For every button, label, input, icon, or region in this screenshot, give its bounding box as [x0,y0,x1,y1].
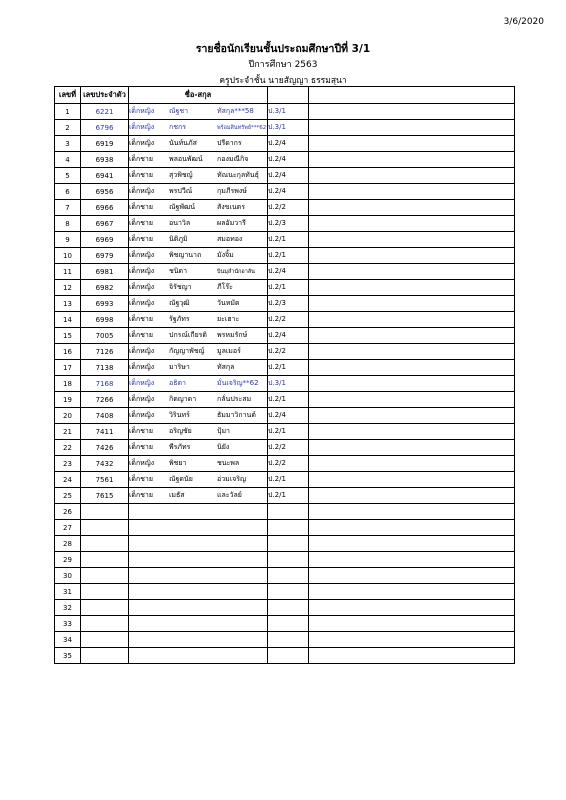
table-row [55,280,515,296]
notes-cell [309,184,515,200]
student-id: 7432 [81,456,129,472]
row-number: 20 [55,408,81,424]
last-name: นิยัง [217,443,230,451]
notes-cell [309,536,515,552]
student-name [129,472,268,488]
student-id: 6941 [81,168,129,184]
previous-class: ป.2/1 [268,248,309,264]
header-class [268,87,309,104]
notes-cell [309,152,515,168]
student-id: 7266 [81,392,129,408]
student-id: 6993 [81,296,129,312]
table-row [55,376,515,392]
row-number: 17 [55,360,81,376]
academic-year: ปีการศึกษา 2563 [248,60,318,70]
student-id: 7426 [81,440,129,456]
row-number: 26 [55,504,81,520]
table-row [55,392,515,408]
student-name [129,408,268,424]
previous-class: ป.2/1 [268,232,309,248]
table-row [55,136,515,152]
student-id [81,584,129,600]
student-id: 6969 [81,232,129,248]
name-prefix: เด็กหญิง [129,411,155,419]
student-name [129,600,268,616]
last-name: ธัมมาวิกานต์ [217,411,256,419]
row-number: 35 [55,648,81,664]
student-id: 7168 [81,376,129,392]
row-number: 24 [55,472,81,488]
previous-class: ป.3/1 [268,120,309,136]
name-prefix: เด็กหญิง [129,347,155,355]
student-name [129,520,268,536]
first-name: พีรภัทร [169,443,191,451]
student-name [129,248,268,264]
row-number: 14 [55,312,81,328]
row-number: 33 [55,616,81,632]
header-no: เลขที่ [55,87,81,104]
student-id: 6998 [81,312,129,328]
previous-class: ป.2/3 [268,216,309,232]
notes-cell [309,424,515,440]
student-id [81,552,129,568]
notes-cell [309,472,515,488]
student-id: 6919 [81,136,129,152]
student-name [129,264,268,280]
notes-cell [309,168,515,184]
row-number: 31 [55,584,81,600]
notes-cell [309,392,515,408]
student-id [81,536,129,552]
first-name: พรปวีณ์ [169,187,193,195]
header-name: ชื่อ-สกุล [129,87,268,104]
previous-class [268,584,309,600]
row-number: 25 [55,488,81,504]
previous-class: ป.2/1 [268,392,309,408]
student-id: 7138 [81,360,129,376]
last-name: ปุ้มา [217,427,230,435]
first-name: ณัฐพัฒน์ [169,203,196,211]
last-name: ชนะพล [217,459,240,467]
row-number: 22 [55,440,81,456]
student-name [129,456,268,472]
student-id: 7408 [81,408,129,424]
notes-cell [309,232,515,248]
notes-cell [309,200,515,216]
student-name [129,536,268,552]
first-name: สุวพิชญ์ [169,171,193,179]
student-name [129,648,268,664]
student-id: 7411 [81,424,129,440]
first-name: รัฐภัทร [169,315,190,323]
row-number: 21 [55,424,81,440]
student-id: 6967 [81,216,129,232]
previous-class: ป.2/1 [268,472,309,488]
first-name: ณัฐชา [169,107,189,115]
first-name: กิตญาดา [169,395,197,403]
print-date: 3/6/2020 [503,17,544,27]
name-prefix: เด็กหญิง [129,363,155,371]
table-row [55,328,515,344]
table-row [55,440,515,456]
notes-cell [309,104,515,120]
row-number: 4 [55,152,81,168]
row-number: 15 [55,328,81,344]
first-name: พิชญานาถ [169,251,202,259]
name-prefix: เด็กหญิง [129,379,155,387]
row-number: 30 [55,568,81,584]
notes-cell [309,504,515,520]
first-name: เมธัส [169,491,185,499]
table-row [55,520,515,536]
name-prefix: เด็กหญิง [129,123,155,131]
row-number: 5 [55,168,81,184]
name-prefix: เด็กหญิง [129,299,155,307]
header-notes [309,87,515,104]
first-name: ณัฐวุฒิ [169,299,190,307]
homeroom-teacher: ครูประจำชั้น นายสัญญา ธรรมสุนา [219,76,347,86]
row-number: 3 [55,136,81,152]
last-name: มั่นเจริญ**62 [217,379,259,387]
previous-class: ป.2/4 [268,408,309,424]
first-name: ปกรณ์เกียรติ [169,331,207,339]
previous-class: ป.2/4 [268,264,309,280]
first-name: กัญญาพัชญ์ [169,347,205,355]
row-number: 8 [55,216,81,232]
name-prefix: เด็กชาย [129,427,153,435]
table-row [55,232,515,248]
previous-class [268,536,309,552]
table-row [55,200,515,216]
student-name [129,616,268,632]
row-number: 27 [55,520,81,536]
table-row [55,360,515,376]
student-id: 6796 [81,120,129,136]
student-name [129,552,268,568]
table-row [55,488,515,504]
student-name [129,392,268,408]
previous-class: ป.2/1 [268,280,309,296]
previous-class [268,520,309,536]
notes-cell [309,568,515,584]
student-name [129,136,268,152]
student-name [129,360,268,376]
notes-cell [309,520,515,536]
last-name: กองมณีกิจ [217,155,249,163]
notes-cell [309,296,515,312]
previous-class [268,552,309,568]
notes-cell [309,456,515,472]
last-name: ปรีดากร [217,139,242,147]
previous-class [268,504,309,520]
last-name: อ่วมเจริญ [217,475,246,483]
student-name [129,200,268,216]
previous-class [268,600,309,616]
student-name [129,584,268,600]
table-row [55,168,515,184]
last-name: มังจิ้ม [217,251,234,259]
notes-cell [309,616,515,632]
notes-cell [309,376,515,392]
name-prefix: เด็กชาย [129,203,153,211]
name-prefix: เด็กหญิง [129,187,155,195]
last-name: บินมุสำนักอาลัน [217,269,255,275]
row-number: 16 [55,344,81,360]
student-id: 6979 [81,248,129,264]
name-prefix: เด็กหญิง [129,395,155,403]
student-id [81,504,129,520]
student-name [129,232,268,248]
student-name [129,632,268,648]
student-id: 7561 [81,472,129,488]
table-row [55,648,515,664]
student-id [81,648,129,664]
first-name: อนาวิล [169,219,191,227]
header-student-id: เลขประจำตัว [81,87,129,104]
page-title: รายชื่อนักเรียนชั้นประถมศึกษาปีที่ 3/1 [195,43,371,55]
table-row [55,424,515,440]
notes-cell [309,648,515,664]
previous-class: ป.2/4 [268,328,309,344]
row-number: 34 [55,632,81,648]
notes-cell [309,344,515,360]
row-number: 18 [55,376,81,392]
table-row [55,552,515,568]
previous-class: ป.2/2 [268,200,309,216]
student-name [129,440,268,456]
table-row [55,152,515,168]
first-name: มาริษา [169,363,190,371]
notes-cell [309,264,515,280]
name-prefix: เด็กชาย [129,475,153,483]
student-name [129,312,268,328]
table-row [55,296,515,312]
previous-class: ป.2/3 [268,296,309,312]
first-name: อริญชัย [169,427,192,435]
student-name [129,168,268,184]
table-row [55,120,515,136]
row-number: 13 [55,296,81,312]
student-id [81,632,129,648]
last-name: กุมภีรพงษ์ [217,187,247,195]
previous-class: ป.2/4 [268,184,309,200]
last-name: วันหมัด [217,299,240,307]
student-name [129,280,268,296]
student-name [129,216,268,232]
table-row [55,264,515,280]
table-header-row [55,87,515,104]
student-name [129,328,268,344]
table-row [55,248,515,264]
last-name: ภีโร๊ะ [217,283,233,291]
last-name: พร้อมสินทรัพย์***62 [217,125,267,131]
notes-cell [309,280,515,296]
row-number: 11 [55,264,81,280]
student-id: 6966 [81,200,129,216]
table-row [55,104,515,120]
student-roster-table [54,86,515,664]
first-name: พิชยา [169,459,187,467]
name-prefix: เด็กชาย [129,235,153,243]
notes-cell [309,360,515,376]
student-name [129,488,268,504]
name-prefix: เด็กหญิง [129,139,155,147]
table-row [55,408,515,424]
last-name: และวัลย์ [217,491,242,499]
student-id: 6221 [81,104,129,120]
last-name: ทัสกุล [217,363,235,371]
previous-class: ป.2/1 [268,360,309,376]
student-id [81,520,129,536]
table-row [55,632,515,648]
previous-class: ป.2/4 [268,168,309,184]
last-name: ทัสกุล***58 [217,107,254,115]
row-number: 7 [55,200,81,216]
previous-class [268,616,309,632]
student-id: 6938 [81,152,129,168]
table-row [55,568,515,584]
name-prefix: เด็กชาย [129,155,153,163]
student-id: 7126 [81,344,129,360]
student-name [129,504,268,520]
previous-class: ป.3/1 [268,104,309,120]
student-name [129,184,268,200]
table-row [55,472,515,488]
row-number: 32 [55,600,81,616]
table-row [55,504,515,520]
row-number: 1 [55,104,81,120]
first-name: นิติภูมิ [169,235,188,243]
previous-class: ป.3/1 [268,376,309,392]
row-number: 12 [55,280,81,296]
name-prefix: เด็กชาย [129,315,153,323]
name-prefix: เด็กหญิง [129,107,155,115]
last-name: ยะเฮาะ [217,315,240,323]
table-row [55,344,515,360]
notes-cell [309,600,515,616]
notes-cell [309,552,515,568]
last-name: ทัณนะกุลทันธุ์ [217,171,259,179]
previous-class: ป.2/2 [268,440,309,456]
notes-cell [309,488,515,504]
table-row [55,536,515,552]
student-id: 6982 [81,280,129,296]
first-name: พลอนพัฒน์ [169,155,203,163]
table-row [55,616,515,632]
previous-class: ป.2/1 [268,488,309,504]
student-name [129,344,268,360]
roster-body [55,104,515,664]
student-id [81,568,129,584]
table-row [55,184,515,200]
notes-cell [309,408,515,424]
student-name [129,376,268,392]
table-row [55,216,515,232]
row-number: 9 [55,232,81,248]
row-number: 2 [55,120,81,136]
name-prefix: เด็กหญิง [129,251,155,259]
last-name: สมอทอง [217,235,243,243]
name-prefix: เด็กหญิง [129,267,155,275]
previous-class: ป.2/4 [268,152,309,168]
previous-class: ป.2/2 [268,344,309,360]
notes-cell [309,312,515,328]
previous-class: ป.2/4 [268,136,309,152]
previous-class [268,648,309,664]
student-id: 7615 [81,488,129,504]
notes-cell [309,120,515,136]
row-number: 19 [55,392,81,408]
name-prefix: เด็กชาย [129,443,153,451]
student-name [129,296,268,312]
first-name: ณัฐดนัย [169,475,193,483]
row-number: 23 [55,456,81,472]
table-row [55,584,515,600]
row-number: 29 [55,552,81,568]
name-prefix: เด็กหญิง [129,459,155,467]
previous-class: ป.2/2 [268,456,309,472]
student-name [129,104,268,120]
last-name: กลั่นประสม [217,395,252,403]
notes-cell [309,440,515,456]
notes-cell [309,632,515,648]
first-name: นันท์นภัส [169,139,197,147]
previous-class [268,632,309,648]
notes-cell [309,328,515,344]
first-name: วิรินทร์ [169,411,190,419]
student-id: 6956 [81,184,129,200]
row-number: 10 [55,248,81,264]
student-id: 7005 [81,328,129,344]
previous-class: ป.2/1 [268,424,309,440]
student-name [129,568,268,584]
name-prefix: เด็กหญิง [129,283,155,291]
row-number: 28 [55,536,81,552]
student-name [129,424,268,440]
table-row [55,600,515,616]
notes-cell [309,136,515,152]
first-name: จิรัชญา [169,283,192,291]
table-row [55,312,515,328]
student-name [129,152,268,168]
last-name: สังขเนตร [217,203,245,211]
student-name [129,120,268,136]
first-name: อธิตา [169,379,186,387]
student-id: 6981 [81,264,129,280]
name-prefix: เด็กชาย [129,219,153,227]
last-name: พรหมรักษ์ [217,331,248,339]
student-id [81,600,129,616]
table-row [55,456,515,472]
student-id [81,616,129,632]
previous-class [268,568,309,584]
last-name: ผลอัมวารี [217,219,246,227]
name-prefix: เด็กชาย [129,331,153,339]
first-name: ชนิดา [169,267,188,275]
name-prefix: เด็กชาย [129,171,153,179]
notes-cell [309,248,515,264]
last-name: มูลเมอร์ [217,347,241,355]
first-name: กชกร [169,123,186,131]
name-prefix: เด็กชาย [129,491,153,499]
notes-cell [309,584,515,600]
previous-class: ป.2/2 [268,312,309,328]
row-number: 6 [55,184,81,200]
notes-cell [309,216,515,232]
